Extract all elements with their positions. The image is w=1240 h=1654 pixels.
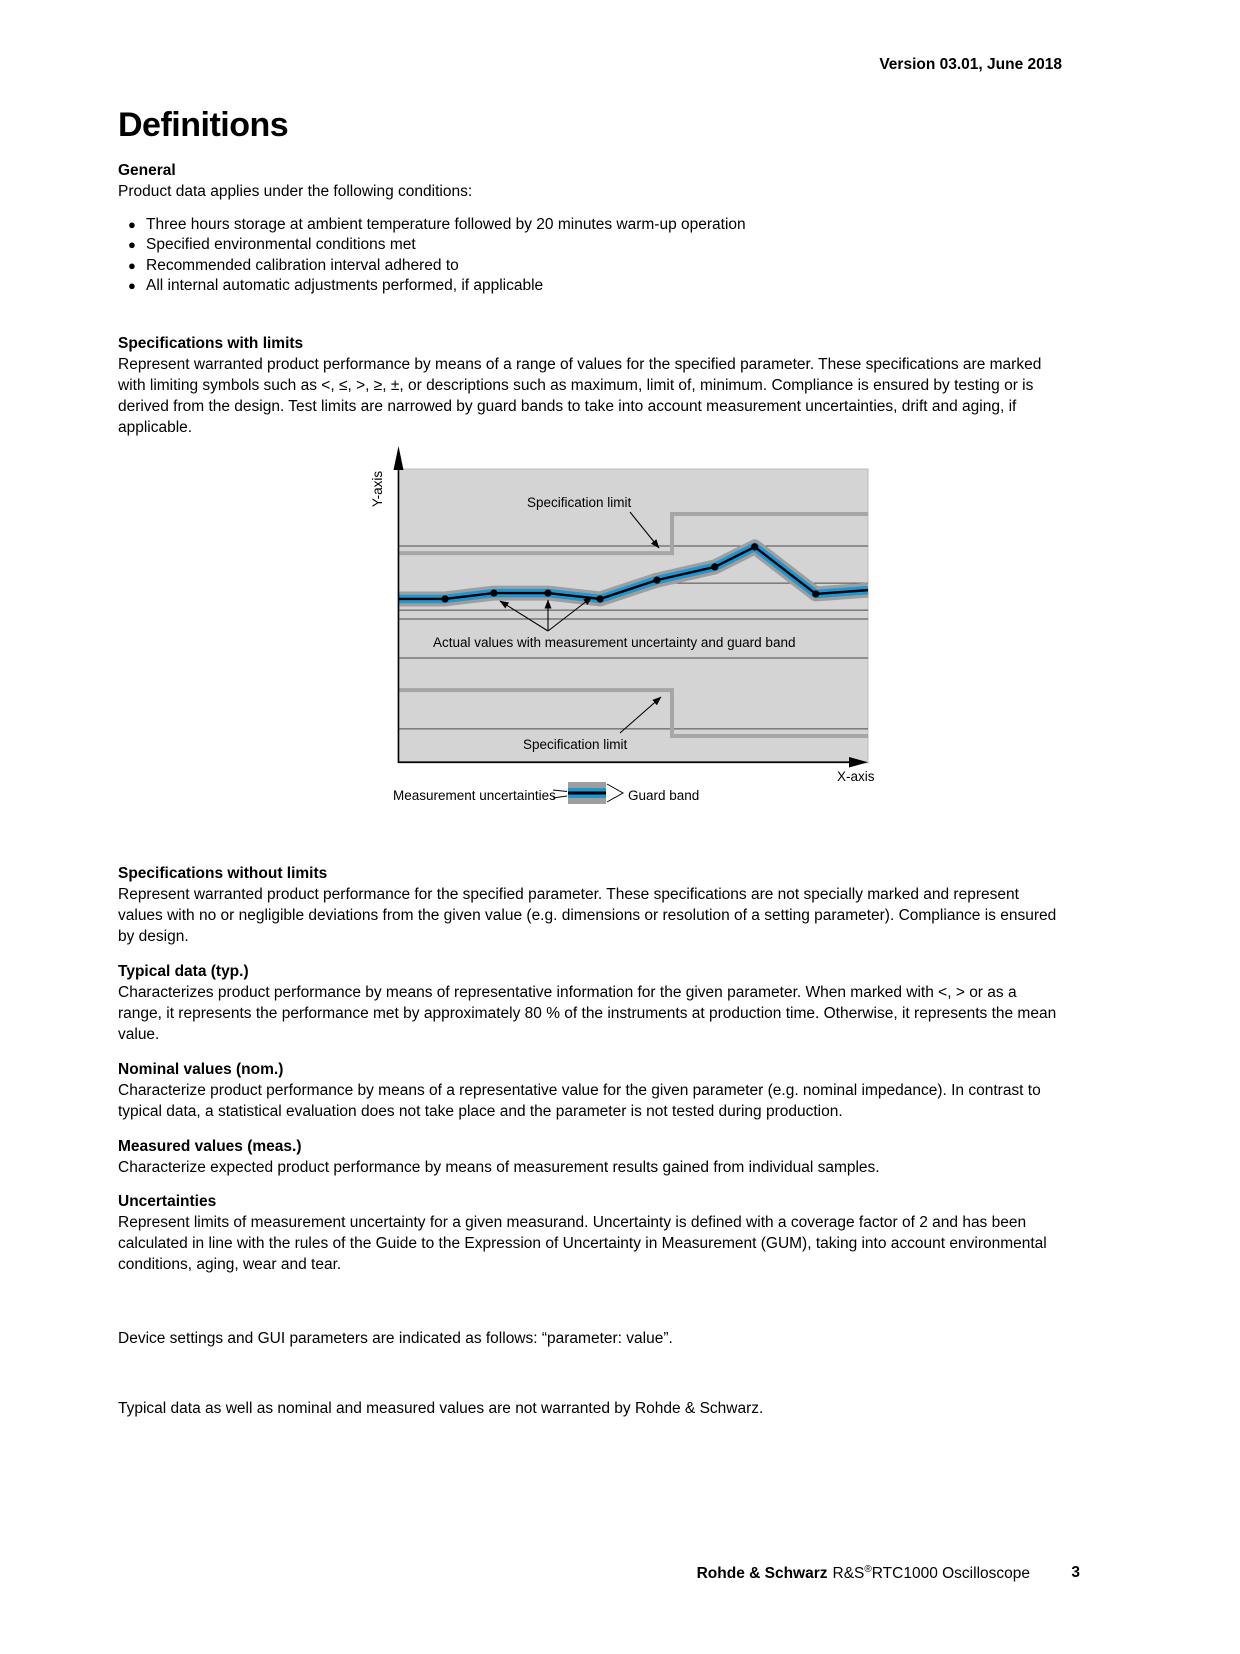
list-item-text: Three hours storage at ambient temperature followed by 20 minutes warm-up operation <box>146 216 746 233</box>
section-heading-spec-without-limits: Specifications without limits <box>118 865 328 882</box>
body-paragraph: Represent warranted product performance by means of a range of values for the specified parameter. These specifications are marked with limiting symbols such as <, ≤, >, ≥, ±, or descriptions such as maximum, limit of, minimum. Compliance is ensured by testing or is derived from the design. Test limits are narrowed by guard bands to take into account measurement uncertainties, drift and aging, if applicable. <box>118 356 1042 436</box>
section-nominal-values <box>118 1059 1062 1122</box>
warranty-note: Typical data as well as nominal and measured values are not warranted by Rohde & Schwarz. <box>118 1400 764 1417</box>
footer-product <box>833 1565 1030 1582</box>
page-footer <box>118 1564 1030 1583</box>
list-item <box>118 276 1062 296</box>
figure-legend <box>393 782 699 804</box>
page-title: Definitions <box>118 106 289 144</box>
list-item-text: Specified environmental conditions met <box>146 236 416 254</box>
section-measured-values <box>118 1136 1062 1178</box>
specification-limits-diagram <box>355 440 885 812</box>
section-specifications-without-limits <box>118 863 1062 947</box>
section-heading-typical-data: Typical data (typ.) <box>118 963 249 980</box>
x-axis-label: X-axis <box>837 769 875 784</box>
legend-data-line-swatch <box>568 792 606 795</box>
section-specifications-with-limits <box>118 333 1062 438</box>
section-heading-spec-with-limits: Specifications with limits <box>118 335 304 352</box>
section-typical-data <box>118 961 1062 1045</box>
y-axis-arrow-icon <box>394 446 404 470</box>
footer-product-name: RTC1000 Oscilloscope <box>871 1565 1030 1583</box>
footer-brand: Rohde & Schwarz <box>696 1565 828 1583</box>
body-paragraph: Represent limits of measurement uncertainty for a given measurand. Uncertainty is defined with a coverage factor of 2 and has been calculated in line with the rules of the Guide to the Expression of Uncertainty in Measurement (GUM), taking into account environmental conditions, aging, wear and tear. <box>118 1214 1047 1273</box>
bullet-icon: ● <box>128 278 136 294</box>
conditions-list <box>118 215 1062 297</box>
section-uncertainties <box>118 1191 1062 1275</box>
list-item <box>118 256 1062 276</box>
legend-guard-label: Guard band <box>628 788 700 803</box>
footer-product-prefix: R&S <box>832 1565 865 1583</box>
section-heading-nominal-values: Nominal values (nom.) <box>118 1061 284 1078</box>
bullet-icon: ● <box>128 257 136 273</box>
body-paragraph: Characterize product performance by means of a representative value for the given parameter (e.g. nominal impedance). In contrast to typical data, a statistical evaluation does not take place and the parameter is not tested during production. <box>118 1082 1041 1120</box>
bullet-icon: ● <box>128 237 136 253</box>
version-header: Version 03.01, June 2018 <box>879 56 1062 73</box>
legend-uncertainty-label: Measurement uncertainties <box>393 788 556 803</box>
y-axis-label: Y-axis <box>370 470 385 508</box>
legend-bracket <box>607 784 623 802</box>
body-paragraph: Characterizes product performance by means of representative information for the given parameter. When marked with <, > or as a range, it represents the performance met by approximately 80 % of the instruments at production time. Otherwise, it represents the mean value. <box>118 984 1057 1043</box>
bullet-icon: ● <box>128 217 136 232</box>
page-number: 3 <box>1071 1564 1080 1581</box>
section-heading-uncertainties: Uncertainties <box>118 1193 217 1210</box>
general-intro: Product data applies under the following conditions: <box>118 183 473 200</box>
body-paragraph: Characterize expected product performance by means of measurement results gained from individual samples. <box>118 1159 880 1176</box>
list-item <box>118 235 1062 255</box>
section-general <box>118 160 1062 297</box>
registered-trademark-icon: ® <box>864 1564 872 1575</box>
list-item-text: Recommended calibration interval adhered to <box>146 256 459 274</box>
list-item-text: All internal automatic adjustments performed, if applicable <box>146 277 544 295</box>
section-heading-measured-values: Measured values (meas.) <box>118 1138 302 1155</box>
body-paragraph: Represent warranted product performance for the specified parameter. These specifications are not specially marked and represent values with no or negligible deviations from the given value (e.g. dimensions or resolution of a setting parameter). Compliance is ensured by design. <box>118 886 1057 945</box>
device-settings-note: Device settings and GUI parameters are indicated as follows: “parameter: value”. <box>118 1330 673 1347</box>
section-heading-general: General <box>118 162 176 179</box>
list-item <box>118 215 1062 235</box>
spec-limit-bottom-label: Specification limit <box>523 737 628 752</box>
actual-values-label: Actual values with measurement uncertainty and guard band <box>433 635 796 650</box>
spec-limit-top-label: Specification limit <box>527 495 632 510</box>
